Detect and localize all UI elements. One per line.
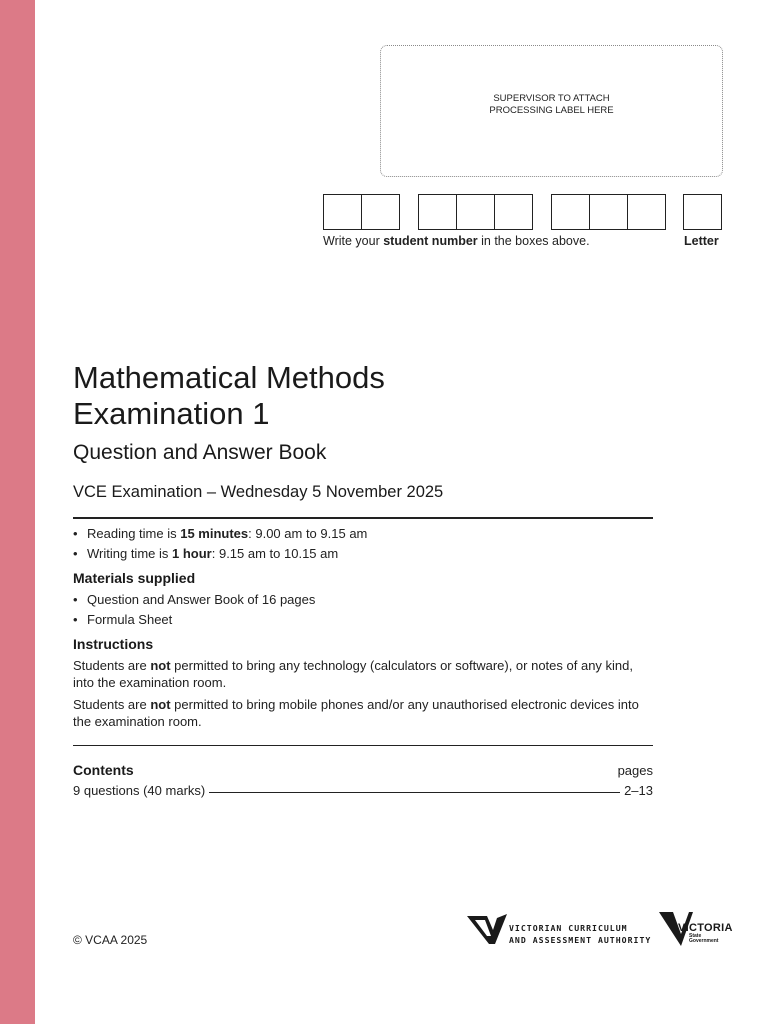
state-label: State (689, 933, 702, 939)
vcaa-wordmark-line-1: VICTORIAN CURRICULUM (509, 923, 628, 933)
writing-time-bold: 1 hour (172, 546, 212, 561)
victoria-wordmark: VICTORIA (678, 922, 733, 934)
label-area-line-2: PROCESSING LABEL HERE (489, 105, 614, 116)
copyright: © VCAA 2025 (73, 933, 148, 947)
top-divider (73, 517, 653, 519)
instruction-bold: not (150, 697, 171, 712)
exam-title (73, 360, 385, 432)
reading-time-item: • Reading time is 15 minutes: 9.00 am to 9.15 am (73, 526, 368, 541)
reading-time-prefix: Reading time is (87, 526, 181, 541)
instruction-paragraph (73, 657, 653, 691)
pages-heading: pages (617, 763, 653, 778)
processing-label-area (380, 45, 723, 177)
reading-time-bold: 15 minutes (180, 526, 249, 541)
letter-caption: Letter (684, 234, 719, 248)
student-number-caption (323, 234, 590, 248)
instruction-prefix: Students are (73, 658, 151, 673)
reading-time-suffix: : 9.00 am to 9.15 am (248, 526, 368, 541)
caption-suffix: in the boxes above. (477, 234, 590, 248)
materials-item: • Question and Answer Book of 16 pages (73, 592, 316, 607)
state-government-wordmark (689, 934, 718, 944)
student-number-box[interactable] (418, 194, 457, 230)
student-number-box[interactable] (494, 194, 533, 230)
caption-prefix: Write your (323, 234, 384, 248)
student-number-box[interactable] (323, 194, 362, 230)
contents-leader-line (209, 792, 620, 793)
bottom-divider (73, 745, 653, 746)
writing-time-prefix: Writing time is (87, 546, 172, 561)
student-number-box[interactable] (456, 194, 495, 230)
writing-time-suffix: : 9.15 am to 10.15 am (211, 546, 339, 561)
student-number-box[interactable] (551, 194, 590, 230)
exam-date: VCE Examination – Wednesday 5 November 2025 (73, 483, 444, 501)
side-color-bar (0, 0, 35, 1024)
student-number-box[interactable] (361, 194, 400, 230)
student-number-box[interactable] (589, 194, 628, 230)
exam-title-line-2: Examination 1 (73, 396, 270, 431)
student-number-box[interactable] (627, 194, 666, 230)
exam-title-line-1: Mathematical Methods (73, 360, 385, 395)
student-letter-box[interactable] (683, 194, 722, 230)
vcaa-wordmark-line-2: AND ASSESSMENT AUTHORITY (509, 935, 652, 945)
writing-time-item: • Writing time is 1 hour: 9.15 am to 10.15 am (73, 546, 339, 561)
contents-heading: Contents (73, 762, 134, 778)
instruction-suffix: permitted to bring any technology (calculators or software), or notes of any kind, into the examination room. (73, 658, 633, 690)
vcaa-wordmark (509, 922, 651, 946)
materials-item-text: Formula Sheet (87, 612, 173, 627)
contents-row-label: 9 questions (40 marks) (73, 783, 206, 798)
instruction-bold: not (150, 658, 171, 673)
contents-row (73, 783, 653, 798)
instruction-prefix: Students are (73, 697, 151, 712)
instruction-suffix: permitted to bring mobile phones and/or any unauthorised electronic devices into the examination room. (73, 697, 639, 729)
label-area-line-1: SUPERVISOR TO ATTACH (493, 93, 610, 104)
materials-heading: Materials supplied (73, 570, 196, 586)
instruction-paragraph (73, 696, 653, 730)
materials-item: • Formula Sheet (73, 612, 173, 627)
book-subtitle: Question and Answer Book (73, 441, 327, 464)
instructions-heading: Instructions (73, 636, 154, 652)
contents-row-pages: 2–13 (624, 783, 653, 798)
government-label: Government (689, 938, 719, 944)
caption-bold: student number (383, 234, 478, 248)
materials-item-text: Question and Answer Book of 16 pages (87, 592, 316, 607)
